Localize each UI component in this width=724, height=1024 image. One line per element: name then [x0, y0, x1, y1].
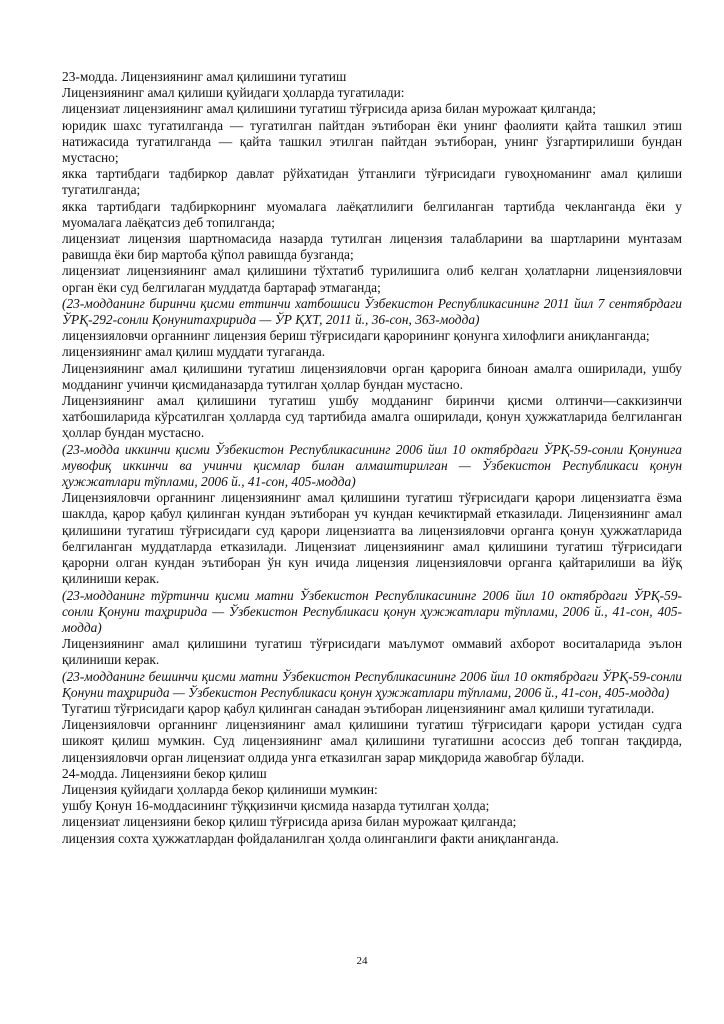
paragraph: Лицензияловчи органнинг лицензиянинг амал қилишини тугатиш тўғрисидаги қарори лицензиатга ёзма шаклда, қарор қабул қилинган кундан эътиборан уч кундан кечиктирмай етказилади. Лицензиянинг амал қилишини тугатиш тўғрисидаги суд қарори лицензиатга ва лицензияловчи органга қонун ҳужжатларида белгиланган муддатларда етказилади. Лицензиат лицензиянинг амал қилишини тугатиш тўғрисидаги қарорни олган кундан эътиборан ўн кун ичида лицензия лицензияловчи органга қайтарилиши ва йўқ қилиниши керак. — [62, 490, 682, 587]
paragraph: Лицензия қуйидаги ҳолларда бекор қилиниши мумкин: — [62, 781, 378, 797]
amendment-note: (23-модданинг биринчи қисми еттинчи хатбошиси Ўзбекистон Республикасининг 2011 йил 7 сентябрдаги ЎРҚ-292-сонли Қонунитахририда — ЎР ҚХТ, 2011 й., 36-сон, 363-модда) — [62, 295, 682, 328]
paragraph: лицензиянинг амал қилиш муддати тугаганда. — [62, 344, 326, 360]
paragraph: Тугатиш тўғрисидаги қарор қабул қилинган санадан эътиборан лицензиянинг амал қилиши тугатилади. — [62, 700, 655, 716]
amendment-note: (23-модда иккинчи қисми Ўзбекистон Республикасининг 2006 йил 10 октябрдаги ЎРҚ-59-сонли Қонунига мувофиқ иккинчи ва учинчи қисмлар билан алмаштирилган — Ўзбекистон Республикаси қонун ҳужжатлари тўплами, 2006 й., 41-сон, 405-модда) — [62, 441, 682, 490]
article-23-heading: 23-модда. Лицензиянинг амал қилишини тугатиш — [62, 69, 347, 84]
paragraph: лицензиат лицензиянинг амал қилишини тугатиш тўғрисида ариза билан мурожаат қилганда; — [62, 101, 596, 117]
paragraph: Лицензиянинг амал қилишини тугатиш лицензияловчи орган қарорига биноан амалга оширилади, ушбу модданинг учинчи қисмиданазарда тутилган ҳоллар бундан мустасно. — [62, 360, 682, 392]
paragraph: якка тартибдаги тадбиркорнинг муомалага лаёқатлилиги белгиланган тартибда чекланганда ёки у муомалага лаёқатсиз деб топилганда; — [62, 198, 682, 230]
paragraph: Лицензиянинг амал қилишини тугатиш тўғрисидаги маълумот оммавий ахборот воситаларида эълон қилиниши керак. — [62, 636, 682, 668]
paragraph: лицензия сохта ҳужжатлардан фойдаланилган ҳолда олинганлиги факти аниқланганда. — [62, 830, 559, 846]
paragraph: юридик шахс тугатилганда — тугатилган пайтдан эътиборан ёки унинг фаолияти қайта ташкил этиш натижасида тугатилганда — қайта ташкил этилган пайтдан эътиборан, унинг ўзгартирилиши бундан мустасно; — [62, 117, 682, 166]
document-body — [62, 69, 682, 847]
amendment-note: (23-модданинг тўртинчи қисми матни Ўзбекистон Республикасининг 2006 йил 10 октябрдаги ЎРҚ-59-сонли Қонуни таҳририда — Ўзбекистон Республикаси қонун ҳужжатлари тўплами, 2006 й., 41-сон, 405-модда) — [62, 587, 682, 635]
paragraph: ушбу Қонун 16-моддасининг тўққизинчи қисмида назарда тутилган ҳолда; — [62, 798, 490, 814]
page-number: 24 — [356, 955, 368, 967]
amendment-note: (23-модданинг бешинчи қисми матни Ўзбекистон Республикасининг 2006 йил 10 октябрдаги ЎРҚ-59-сонли Қонуни таҳририда — Ўзбекистон Республикаси қонун ҳужжатлари тўплами, 2006 й., 41-сон, 405-модда) — [62, 668, 682, 700]
paragraph: лицензиат лицензияни бекор қилиш тўғрисида ариза билан мурожаат қилганда; — [62, 814, 517, 830]
paragraph: лицензиат лицензия шартномасида назарда тутилган лицензия талабларини ва шартларини мунтазам равишда ёки бир мартоба қўпол равишда бузганда; — [62, 231, 682, 263]
paragraph: лицензиат лицензиянинг амал қилишини тўхтатиб турилишига олиб келган ҳолатларни лицензияловчи орган ёки суд белгилаган муддатда бартараф этмаганда; — [62, 263, 682, 295]
paragraph: Лицензиянинг амал қилиши қуйидаги ҳолларда тугатилади: — [62, 85, 405, 101]
paragraph: Лицензияловчи органнинг лицензиянинг амал қилишини тугатиш тўғрисидаги қарори устидан судга шикоят қилиш мумкин. Суд лицензиянинг амал қилишини тугатишни асоссиз деб топган тақдирда, лицензияловчи орган лицензиат олдида унга етказилган зарар миқдорида жавобгар бўлади. — [62, 717, 682, 765]
article-24-heading: 24-модда. Лицензияни бекор қилиш — [62, 765, 267, 781]
paragraph: Лицензиянинг амал қилишини тугатиш ушбу модданинг биринчи қисми олтинчи—саккизинчи хатбошиларида кўрсатилган ҳолларда суд тартибида амалга оширилади, қонун ҳужжатларида белгиланган ҳоллар бундан мустасно. — [62, 393, 682, 441]
paragraph: якка тартибдаги тадбиркор давлат рўйхатидан ўтганлиги тўғрисидаги гувоҳноманинг амал қилиши тугатилганда; — [62, 166, 682, 198]
paragraph: лицензияловчи органнинг лицензия бериш тўғрисидаги қарорининг қонунга хилофлиги аниқланганда; — [62, 328, 650, 344]
